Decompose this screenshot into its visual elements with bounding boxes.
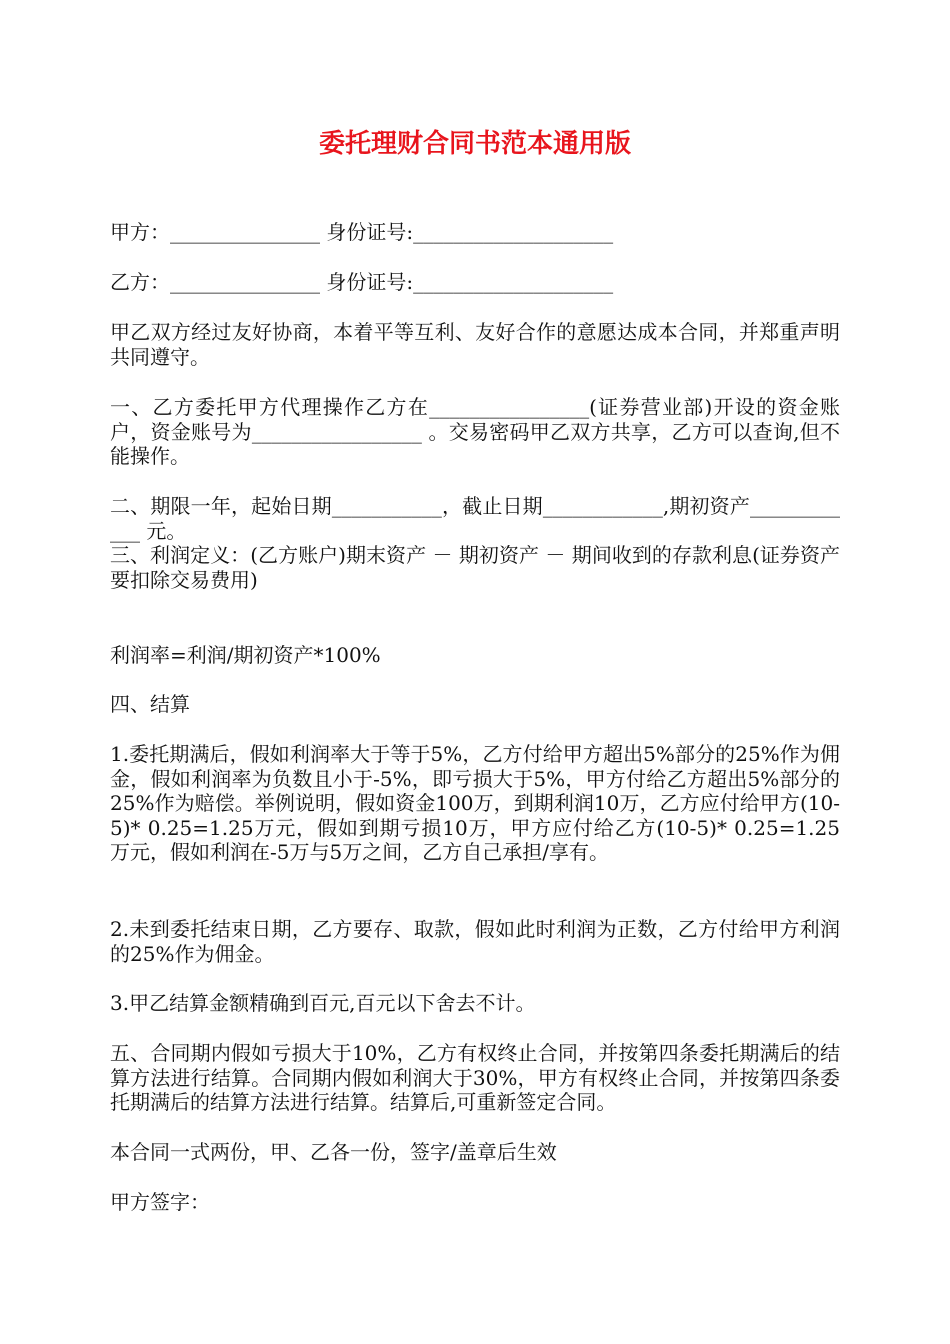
party-b-line: 乙方：_______________ 身份证号:____________________ bbox=[110, 270, 614, 294]
clause-1: 一、乙方委托甲方代理操作乙方在________________(证券营业部)开设的资金账户，资金账号为_________________ 。交易密码甲乙双方共享，乙方可以查询,但不能操作。 bbox=[110, 395, 840, 468]
clause-2: 二、期限一年，起始日期___________，截止日期____________,期初资产____________ 元。 bbox=[110, 494, 840, 543]
clause-4-heading: 四、结算 bbox=[110, 692, 190, 716]
clause-3: 三、利润定义：(乙方账户)期末资产 － 期初资产 － 期间收到的存款利息(证券资产要扣除交易费用) bbox=[110, 543, 840, 592]
clause-4-3: 3.甲乙结算金额精确到百元,百元以下舍去不计。 bbox=[110, 991, 536, 1015]
party-a-signature: 甲方签字： bbox=[110, 1190, 210, 1214]
document-title: 委托理财合同书范本通用版 bbox=[318, 129, 631, 159]
clause-4-1: 1.委托期满后，假如利润率大于等于5%，乙方付给甲方超出5%部分的25%作为佣金，假如利润率为负数且小于-5%，即亏损大于5%，甲方付给乙方超出5%部分的25%作为赔偿。举例说明，假如资金100万，到期利润10万，乙方应付给甲方(10-5)* 0.25=1.25万元，假如到期亏损10万，甲方应付给乙方(10-5)* 0.25=1.25万元，假如利润在-5万与5万之间，乙方自己承担/享有。 bbox=[110, 742, 840, 864]
clause-4-2: 2.未到委托结束日期，乙方要存、取款，假如此时利润为正数，乙方付给甲方利润的25%作为佣金。 bbox=[110, 917, 840, 966]
clause-5: 五、合同期内假如亏损大于10%，乙方有权终止合同，并按第四条委托期满后的结算方法进行结算。合同期内假如利润大于30%，甲方有权终止合同，并按第四条委托期满后的结算方法进行结算。结算后,可重新签定合同。 bbox=[110, 1041, 840, 1114]
copies-statement: 本合同一式两份，甲、乙各一份，签字/盖章后生效 bbox=[110, 1140, 557, 1164]
party-a-line: 甲方：_______________ 身份证号:____________________ bbox=[110, 220, 614, 244]
profit-formula: 利润率=利润/期初资产*100% bbox=[110, 643, 381, 667]
intro-paragraph: 甲乙双方经过友好协商，本着平等互利、友好合作的意愿达成本合同，并郑重声明共同遵守。 bbox=[110, 320, 840, 369]
